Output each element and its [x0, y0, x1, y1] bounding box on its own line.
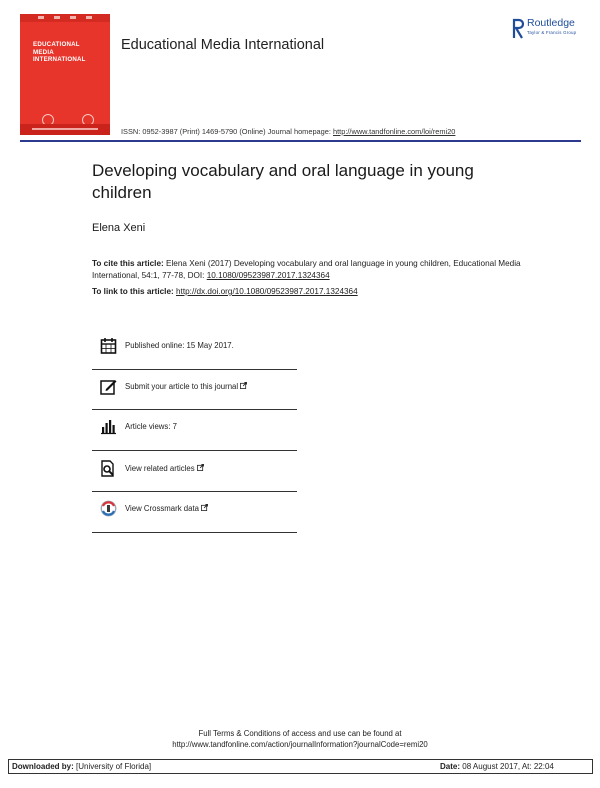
- article-views-text: Article views: 7: [125, 422, 177, 431]
- date-label: Date:: [440, 762, 461, 771]
- submit-article-link[interactable]: Submit your article to this journal: [125, 382, 247, 391]
- journal-title: Educational Media International: [121, 37, 325, 53]
- published-online-text: Published online: 15 May 2017.: [125, 341, 234, 350]
- issn-text: ISSN: 0952-3987 (Print) 1469-5790 (Online) Journal homepage:: [121, 127, 333, 136]
- external-link-icon: [197, 464, 204, 471]
- external-link-icon: [240, 382, 247, 389]
- info-divider: [92, 450, 297, 451]
- cover-top-strip: [20, 14, 110, 22]
- article-link-line: [92, 287, 358, 296]
- calendar-icon: [100, 337, 117, 354]
- journal-homepage-link[interactable]: http://www.tandfonline.com/loi/remi20: [333, 127, 456, 136]
- published-online-item: [92, 337, 297, 377]
- doi-link[interactable]: 10.1080/09523987.2017.1324364: [206, 271, 330, 280]
- article-views-item: [92, 418, 297, 458]
- publisher-tagline: Taylor & Francis Group: [527, 30, 577, 35]
- download-date: [440, 762, 554, 771]
- cite-text: Elena Xeni (2017) Developing vocabulary and oral language in young children, Educational Media International, 54:1, 77-78, DOI:: [92, 259, 521, 280]
- routledge-logo: [512, 17, 590, 43]
- citation: [92, 258, 532, 282]
- header-divider: [20, 140, 581, 142]
- downloaded-label: Downloaded by:: [12, 762, 74, 771]
- article-url-link[interactable]: http://dx.doi.org/10.1080/09523987.2017.1324364: [176, 287, 358, 296]
- article-author: Elena Xeni: [92, 222, 146, 234]
- terms-url-link[interactable]: http://www.tandfonline.com/action/journalInformation?journalCode=remi20: [172, 740, 428, 749]
- routledge-logo-icon: [512, 17, 524, 39]
- cover-title: EDUCATIONAL MEDIA INTERNATIONAL: [33, 41, 86, 63]
- journal-cover-image: [20, 14, 110, 135]
- issn-line: [121, 127, 455, 136]
- edit-icon: [100, 378, 117, 395]
- submit-article-item[interactable]: [92, 378, 297, 418]
- bar-chart-icon: [100, 418, 117, 435]
- info-divider: [92, 369, 297, 370]
- cite-label: To cite this article:: [92, 259, 164, 268]
- related-articles-link[interactable]: View related articles: [125, 464, 204, 473]
- crossmark-icon: [100, 500, 117, 517]
- crossmark-item[interactable]: [92, 500, 297, 540]
- crossmark-link[interactable]: View Crossmark data: [125, 504, 208, 513]
- external-link-icon: [201, 504, 208, 511]
- downloaded-by: [12, 762, 151, 771]
- related-articles-item[interactable]: [92, 460, 297, 500]
- search-document-icon: [100, 460, 117, 477]
- info-divider: [92, 409, 297, 410]
- terms-notice: [0, 728, 600, 750]
- publisher-name: Routledge: [527, 17, 575, 29]
- article-title: Developing vocabulary and oral language in young children: [92, 161, 474, 202]
- cover-bottom-band: [20, 124, 110, 135]
- downloaded-value: [University of Florida]: [73, 762, 152, 771]
- info-divider: [92, 491, 297, 492]
- terms-text: Full Terms & Conditions of access and use can be found at: [198, 729, 402, 738]
- info-divider: [92, 532, 297, 533]
- link-label: To link to this article:: [92, 287, 177, 296]
- date-value: 08 August 2017, At: 22:04: [460, 762, 554, 771]
